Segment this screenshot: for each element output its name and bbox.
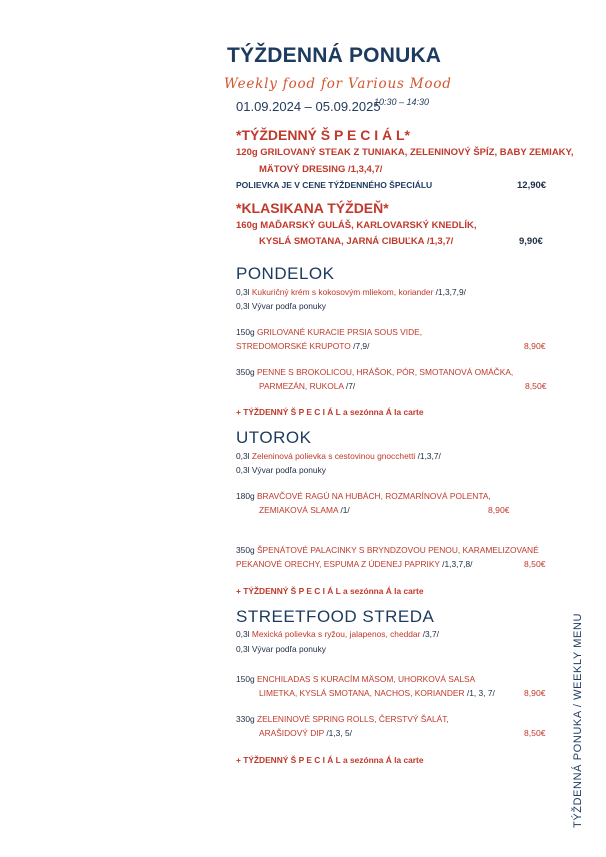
- soup-allergens: /3,7/: [420, 629, 439, 639]
- classic-week-line2: KYSLÁ SMOTANA, JARNÁ CIBUĽKA /1,3,7/: [259, 236, 454, 247]
- soup-name: Zeleninová polievka s cestovinou gnocchetti: [251, 451, 416, 461]
- main-allergens: /7,9/: [350, 341, 370, 351]
- main-qty: 180g: [236, 491, 255, 501]
- main-desc: ENCHILADAS S KURACÍM MÄSOM, UHORKOVÁ SALSA: [256, 674, 476, 684]
- main-price: 8,90€: [524, 341, 546, 351]
- side-label: TÝŽDENNÁ PONUKA / WEEKLY MENU: [572, 612, 584, 828]
- subtitle-script: Weekly food for Various Mood: [224, 76, 452, 92]
- day-heading-wednesday: STREETFOOD STREDA: [236, 607, 435, 626]
- main-item-line2: [259, 381, 355, 391]
- soup-allergens: /1,3,7/: [415, 451, 441, 461]
- main-qty: 350g: [236, 367, 255, 377]
- main-qty: 330g: [236, 714, 255, 724]
- main-desc-cont: PARMEZÁN, RUKOLA: [259, 381, 344, 391]
- main-qty: 150g: [236, 674, 255, 684]
- main-qty: 350g: [236, 545, 255, 555]
- weekly-special-note: POLIEVKA JE V CENE TÝŽDENNÉHO ŠPECIÁLU: [236, 180, 433, 190]
- main-desc: GRILOVANÉ KURACIE PRSIA SOUS VIDE,: [256, 327, 423, 337]
- main-desc: ZELENINOVÉ SPRING ROLLS, ČERSTVÝ ŠALÁT,: [256, 714, 449, 724]
- soup-qty: 0,3l: [236, 287, 250, 297]
- main-allergens: /1,3,7,8/: [439, 559, 473, 569]
- main-item-line2: [236, 341, 369, 351]
- main-item-line2: [236, 559, 472, 569]
- main-price: 8,90€: [524, 688, 546, 698]
- main-allergens: /1, 3, 7/: [464, 688, 495, 698]
- soup-allergens: /1,3,7,9/: [433, 287, 466, 297]
- classic-week-line1: 160g MAĎARSKÝ GULÁŠ, KARLOVARSKÝ KNEDLÍK,: [236, 220, 477, 231]
- soup-item: [236, 629, 439, 639]
- main-item-line1: [236, 674, 475, 684]
- main-item-line1: [236, 327, 422, 337]
- soup-qty: 0,3l: [236, 629, 250, 639]
- main-item-line1: [236, 714, 449, 724]
- opening-hours: 10:30 – 14:30: [374, 97, 430, 107]
- soup-name: Mexická polievka s ryžou, jalapenos, cheddar: [251, 629, 421, 639]
- weekly-special-price: 12,90€: [517, 180, 547, 191]
- soup-item: [236, 451, 441, 461]
- main-desc: ŠPENÁTOVÉ PALACINKY S BRYNDZOVOU PENOU, KARAMELIZOVANÉ: [256, 545, 539, 555]
- main-desc-cont: PEKANOVÉ ORECHY, ESPUMA Z ÚDENEJ PAPRIKY: [236, 559, 440, 569]
- special-carte-note: + TÝŽDENNÝ Š P E C I Á L a sezónna Á la carte: [236, 407, 424, 417]
- main-desc-cont: ZEMIAKOVÁ SLAMA: [259, 505, 339, 515]
- special-carte-note: + TÝŽDENNÝ Š P E C I Á L a sezónna Á la carte: [236, 586, 424, 596]
- main-price: 8,50€: [524, 559, 546, 569]
- main-allergens: /1/: [338, 505, 350, 515]
- classic-week-price: 9,90€: [519, 236, 543, 247]
- special-carte-note: + TÝŽDENNÝ Š P E C I Á L a sezónna Á la carte: [236, 755, 424, 765]
- main-allergens: /7/: [343, 381, 356, 391]
- broth-item: 0,3l Vývar podľa ponuky: [236, 301, 326, 311]
- classic-week-title: *KLASIKANA TÝŽDEŇ*: [236, 200, 389, 216]
- main-item-line1: [236, 367, 513, 377]
- main-desc-cont: STREDOMORSKÉ KRUPOTO: [236, 341, 351, 351]
- main-item-line1: [236, 545, 539, 555]
- main-allergens: /1,3, 5/: [324, 728, 352, 738]
- date-range: 01.09.2024 – 05.09.2025: [236, 99, 381, 114]
- page-title: TÝŽDENNÁ PONUKA: [227, 44, 442, 67]
- main-desc: PENNE S BROKOLICOU, HRÁŠOK, PÓR, SMOTANOVÁ OMÁČKA,: [256, 367, 514, 377]
- weekly-special-title: *TÝŽDENNÝ Š P E C I Á L*: [236, 127, 410, 143]
- main-desc-cont: ARAŠIDOVÝ DIP: [259, 728, 325, 738]
- main-desc-cont: LIMETKA, KYSLÁ SMOTANA, NACHOS, KORIANDER: [259, 688, 465, 698]
- main-qty: 150g: [236, 327, 255, 337]
- soup-qty: 0,3l: [236, 451, 250, 461]
- day-heading-tuesday: UTOROK: [236, 428, 312, 447]
- main-desc: BRAVČOVÉ RAGÚ NA HUBÁCH, ROZMARÍNOVÁ POLENTA,: [256, 491, 491, 501]
- main-price: 8,50€: [524, 728, 546, 738]
- main-price: 8,90€: [488, 505, 510, 515]
- main-item-line2: [259, 688, 495, 698]
- weekly-special-line2: MÄTOVÝ DRESING /1,3,4,7/: [259, 164, 383, 175]
- broth-item: 0,3l Vývar podľa ponuky: [236, 644, 326, 654]
- main-item-line1: [236, 491, 491, 501]
- main-price: 8,50€: [525, 381, 547, 391]
- day-heading-monday: PONDELOK: [236, 264, 335, 283]
- main-item-line2: [259, 505, 350, 515]
- soup-name: Kukuričný krém s kokosovým mliekom, koriander: [251, 287, 434, 297]
- weekly-special-line1: 120g GRILOVANÝ STEAK Z TUNIAKA, ZELENINOVÝ ŠPÍZ, BABY ZEMIAKY,: [236, 147, 574, 158]
- broth-item: 0,3l Vývar podľa ponuky: [236, 465, 326, 475]
- soup-item: [236, 287, 466, 297]
- main-item-line2: [259, 728, 352, 738]
